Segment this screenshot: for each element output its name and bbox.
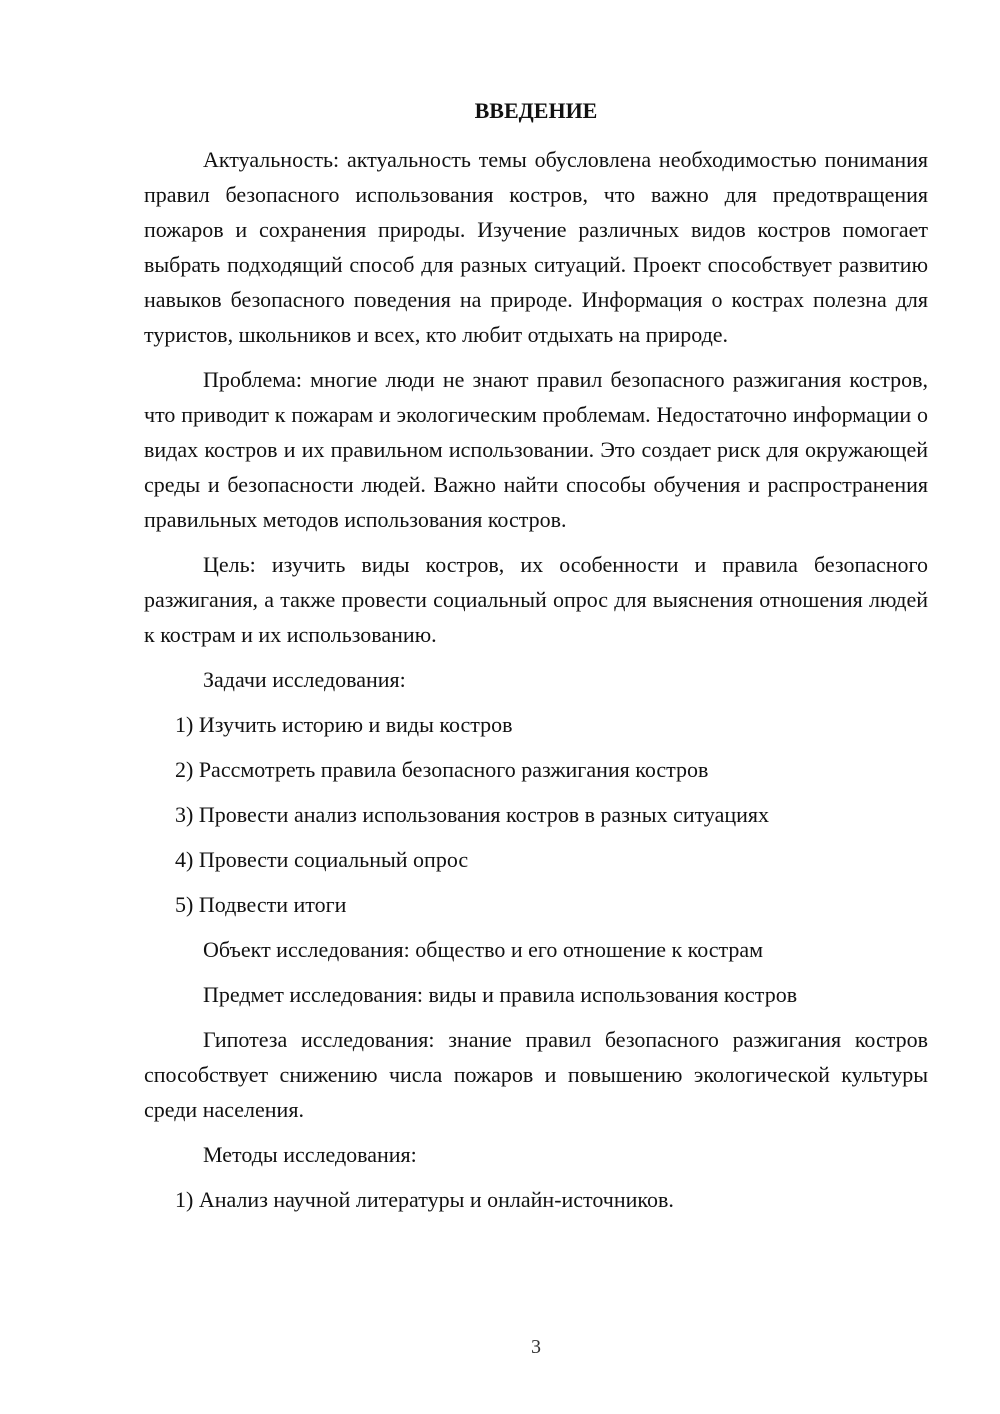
- task-item-5: 5) Подвести итоги: [175, 892, 347, 917]
- problem-paragraph: Проблема: многие люди не знают правил безопасного разжигания костров, что приводит к пожарам и экологическим проблемам. Недостаточно информации о видах костров и их правильном использовании. Это создает риск для окружающей среды и безопасности людей. Важно найти способы обучения и распространения правильных методов использования костров.: [144, 367, 928, 532]
- research-object: Объект исследования: общество и его отношение к кострам: [203, 937, 764, 962]
- section-heading: ВВЕДЕНИЕ: [474, 98, 598, 123]
- task-item-3: 3) Провести анализ использования костров в разных ситуациях: [175, 802, 770, 827]
- research-subject: Предмет исследования: виды и правила использования костров: [203, 982, 798, 1007]
- methods-title: Методы исследования:: [203, 1142, 417, 1167]
- method-item-1: 1) Анализ научной литературы и онлайн-источников.: [175, 1187, 674, 1212]
- task-item-4: 4) Провести социальный опрос: [175, 847, 469, 872]
- body-text: [144, 142, 928, 1227]
- hypothesis-paragraph: Гипотеза исследования: знание правил безопасного разжигания костров способствует снижению числа пожаров и повышению экологической культуры среди населения.: [144, 1027, 928, 1122]
- goal-paragraph: Цель: изучить виды костров, их особенности и правила безопасного разжигания, а также провести социальный опрос для выяснения отношения людей к кострам и их использованию.: [144, 552, 928, 647]
- page-number: 3: [531, 1336, 541, 1358]
- task-item-2: 2) Рассмотреть правила безопасного разжигания костров: [175, 757, 709, 782]
- tasks-title: Задачи исследования:: [203, 667, 406, 692]
- task-item-1: 1) Изучить историю и виды костров: [175, 712, 513, 737]
- relevance-paragraph: Актуальность: актуальность темы обусловлена необходимостью понимания правил безопасного использования костров, что важно для предотвращения пожаров и сохранения природы. Изучение различных видов костров помогает выбрать подходящий способ для разных ситуаций. Проект способствует развитию навыков безопасного поведения на природе. Информация о кострах полезна для туристов, школьников и всех, кто любит отдыхать на природе.: [144, 147, 928, 347]
